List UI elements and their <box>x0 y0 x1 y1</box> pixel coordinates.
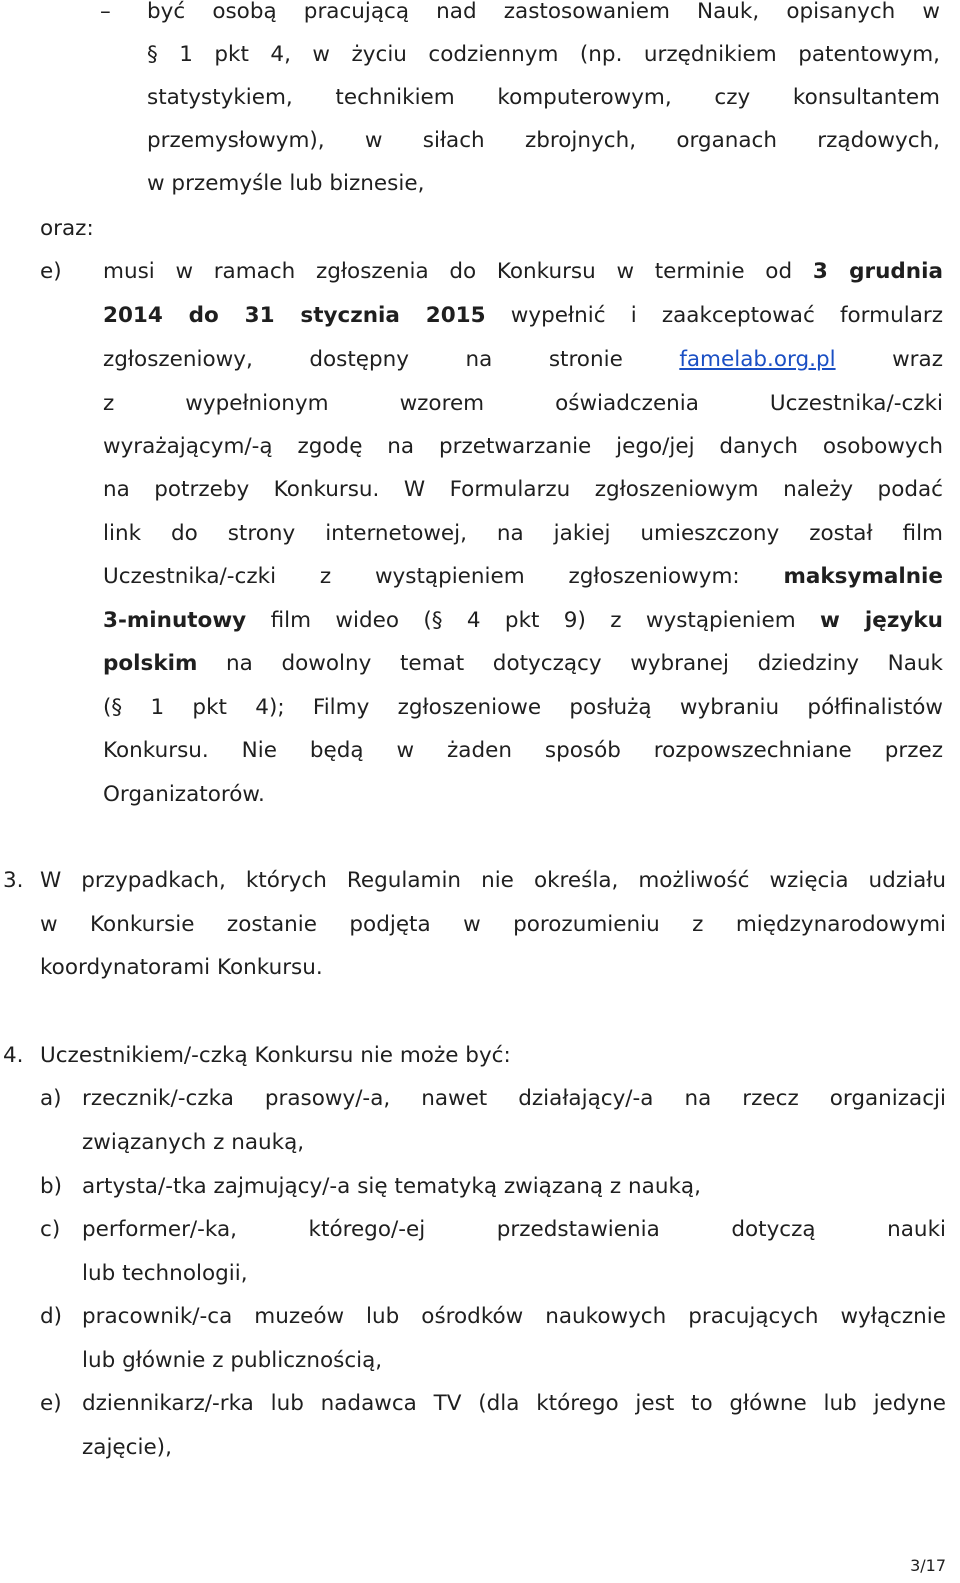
item-e-line-13: Organizatorów. <box>103 782 265 807</box>
date-range-bold: 2014 do 31 stycznia 2015 <box>103 303 486 328</box>
item-e-line-9: 3-minutowy film wideo (§ 4 pkt 9) z wystąpieniem w języku <box>103 608 943 633</box>
list-item-c-marker: c) <box>40 1217 61 1242</box>
bullet-text-line-2: § 1 pkt 4, w życiu codziennym (np. urzędnikiem patentowym, <box>147 42 940 67</box>
item-e-line-12: Konkursu. Nie będą w żaden sposób rozpowszechniane przez <box>103 738 943 763</box>
section-3-line-1: W przypadkach, których Regulamin nie określa, możliwość wzięcia udziału <box>40 868 946 893</box>
list-item-a-line-1: rzecznik/-czka prasowy/-a, nawet działający/-a na rzecz organizacji <box>82 1086 946 1111</box>
polish-bold: polskim <box>103 651 198 676</box>
list-item-b-marker: b) <box>40 1174 63 1199</box>
language-bold: w języku <box>820 608 943 633</box>
item-e-line-10: polskim na dowolny temat dotyczący wybranej dziedziny Nauk <box>103 651 943 676</box>
list-item-a-line-2: związanych z nauką, <box>82 1130 305 1155</box>
page-number: 3/17 <box>910 1556 946 1575</box>
item-e-line-4: z wypełnionym wzorem oświadczenia Uczestnika/-czki <box>103 391 943 416</box>
item-e-line-7: link do strony internetowej, na jakiej umieszczony został film <box>103 521 943 546</box>
item-e-line-5: wyrażającym/-ą zgodę na przetwarzanie jego/jej danych osobowych <box>103 434 943 459</box>
list-item-e-line-1: dziennikarz/-rka lub nadawca TV (dla którego jest to główne lub jedyne <box>82 1391 946 1416</box>
item-e-line-6: na potrzeby Konkursu. W Formularzu zgłoszeniowym należy podać <box>103 477 943 502</box>
section-3-line-2: w Konkursie zostanie podjęta w porozumieniu z międzynarodowymi <box>40 912 946 937</box>
list-item-c-line-2: lub technologii, <box>82 1261 248 1286</box>
list-item-d-marker: d) <box>40 1304 63 1329</box>
section-4-intro: Uczestnikiem/-czką Konkursu nie może być: <box>40 1043 511 1068</box>
item-e-line-8: Uczestnika/-czki z wystąpieniem zgłoszeniowym: maksymalnie <box>103 564 943 589</box>
bullet-text-line-3: statystykiem, technikiem komputerowym, czy konsultantem <box>147 85 940 110</box>
section-3-line-3: koordynatorami Konkursu. <box>40 955 323 980</box>
oraz-label: oraz: <box>40 216 94 241</box>
section-3-number: 3. <box>3 868 24 893</box>
max-length-bold: maksymalnie <box>783 564 943 589</box>
list-item-d-line-2: lub głównie z publicznością, <box>82 1348 383 1373</box>
item-e-line-1: musi w ramach zgłoszenia do Konkursu w terminie od 3 grudnia <box>103 259 943 284</box>
item-e-marker: e) <box>40 259 62 284</box>
three-minute-bold: 3-minutowy <box>103 608 247 633</box>
section-4-number: 4. <box>3 1043 24 1068</box>
date-start-bold: 3 grudnia <box>812 259 943 284</box>
item-e-line-2: 2014 do 31 stycznia 2015 wypełnić i zaakceptować formularz <box>103 303 943 328</box>
list-item-b-line-1: artysta/-tka zajmujący/-a się tematyką związaną z nauką, <box>82 1174 701 1199</box>
famelab-link[interactable]: famelab.org.pl <box>679 347 836 372</box>
item-e-line-3: zgłoszeniowy, dostępny na stronie famelab.org.pl wraz <box>103 347 943 372</box>
bullet-text-line-5: w przemyśle lub biznesie, <box>147 171 425 196</box>
bullet-text-line-4: przemysłowym), w siłach zbrojnych, organach rządowych, <box>147 128 940 153</box>
dash-bullet-marker: – <box>100 0 111 24</box>
bullet-text-line-1: być osobą pracującą nad zastosowaniem Nauk, opisanych w <box>147 0 940 24</box>
list-item-a-marker: a) <box>40 1086 62 1111</box>
list-item-d-line-1: pracownik/-ca muzeów lub ośrodków naukowych pracujących wyłącznie <box>82 1304 946 1329</box>
item-e-line-11: (§ 1 pkt 4); Filmy zgłoszeniowe posłużą wybraniu półfinalistów <box>103 695 943 720</box>
list-item-c-line-1: performer/-ka, którego/-ej przedstawienia dotyczą nauki <box>82 1217 946 1242</box>
list-item-e-line-2: zajęcie), <box>82 1435 172 1460</box>
list-item-e-marker: e) <box>40 1391 62 1416</box>
